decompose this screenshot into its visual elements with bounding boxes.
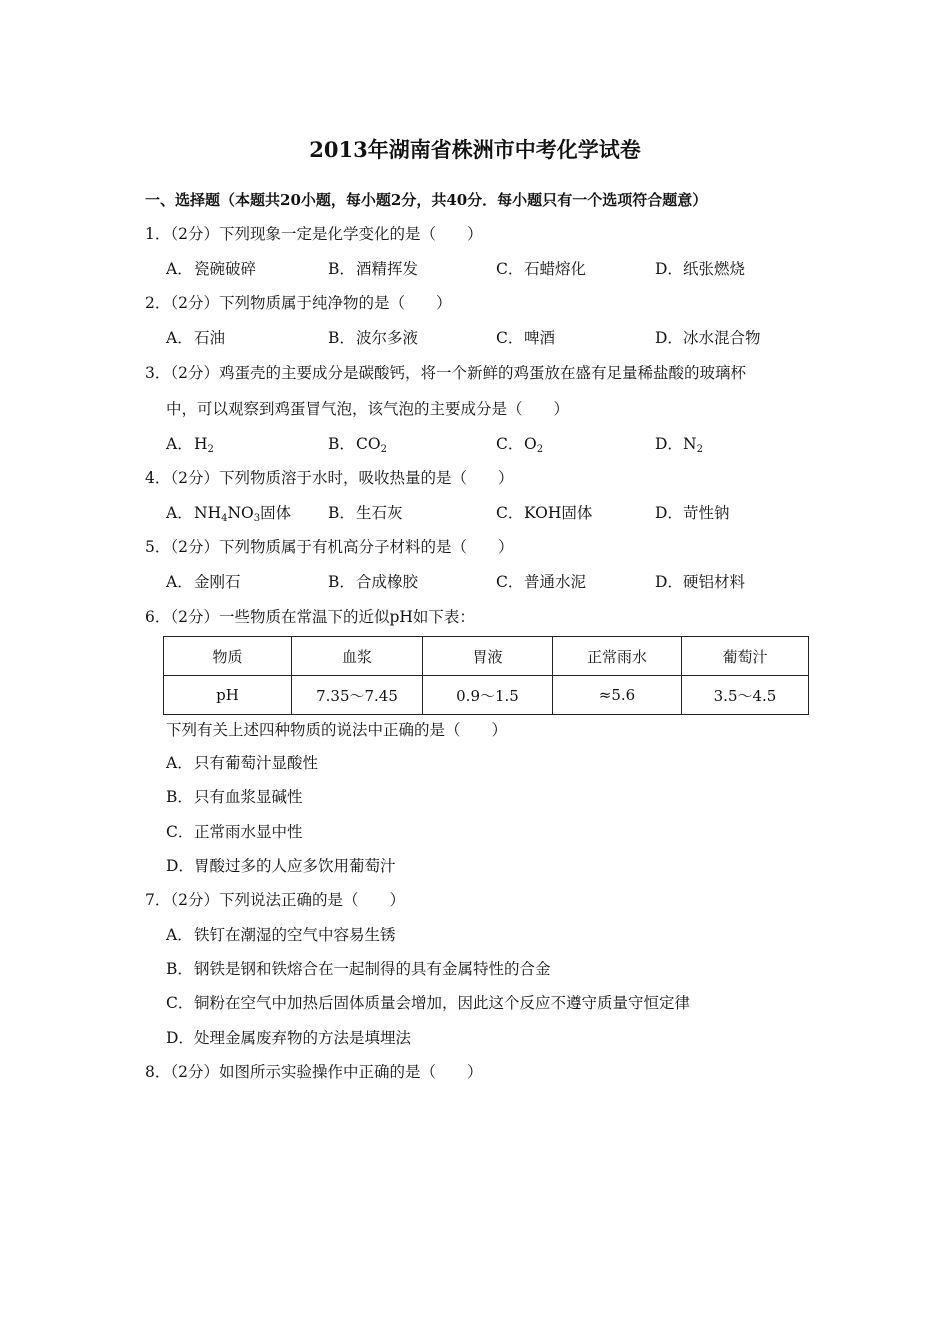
q4-option-c[interactable]: C．KOH固体 (496, 504, 593, 522)
q4-option-a[interactable]: A．$NH_4NO_3$固体 (166, 504, 292, 524)
q5-option-b[interactable]: B．合成橡胶 (328, 573, 419, 591)
q3-option-c[interactable]: C．$O_2$ (496, 435, 544, 455)
q4-option-b[interactable]: B．生石灰 (328, 504, 403, 522)
q4-option-d[interactable]: D．苛性钠 (655, 504, 730, 522)
q5-option-a[interactable]: A．金刚石 (166, 573, 241, 591)
q6-option-c[interactable]: C．正常雨水显中性 (166, 823, 303, 841)
page-title: 2013年湖南省株洲市中考化学试卷 (309, 137, 641, 162)
q7-option-d[interactable]: D．处理金属废弃物的方法是填埋法 (166, 1029, 412, 1047)
q1-option-a[interactable]: A．瓷碗破碎 (166, 260, 257, 278)
table-header-row (164, 637, 809, 676)
q2-option-a[interactable]: A．石油 (166, 329, 226, 347)
table-header-cell: 胃液 (423, 637, 553, 676)
q3-option-a[interactable]: A．$H_2$ (166, 435, 214, 455)
q3-option-b[interactable]: B．$CO_2$ (328, 435, 387, 455)
q3-option-d[interactable]: D．$N_2$ (655, 435, 703, 455)
question-6-stem-2: 下列有关上述四种物质的说法中正确的是（ ） (166, 721, 508, 739)
question-8-stem: 8．（2分）如图所示实验操作中正确的是（ ） (145, 1063, 483, 1081)
table-row (164, 676, 809, 715)
q7-option-a[interactable]: A．铁钉在潮湿的空气中容易生锈 (166, 926, 396, 944)
q5-option-d[interactable]: D．硬铝材料 (655, 573, 746, 591)
question-2-stem: 2．（2分）下列物质属于纯净物的是（ ） (145, 294, 452, 312)
section-heading: 一、选择题（本题共20小题，每小题2分，共40分．每小题只有一个选项符合题意） (145, 191, 708, 209)
q6-option-b[interactable]: B．只有血浆显碱性 (166, 788, 303, 806)
table-cell: 7.35～7.45 (292, 676, 423, 715)
ph-table (163, 636, 809, 715)
table-cell: 3.5～4.5 (682, 676, 809, 715)
table-header-cell: 葡萄汁 (682, 637, 809, 676)
q1-option-d[interactable]: D．纸张燃烧 (655, 260, 746, 278)
table-cell: 0.9～1.5 (423, 676, 553, 715)
question-5-stem: 5．（2分）下列物质属于有机高分子材料的是（ ） (145, 538, 514, 556)
q6-option-a[interactable]: A．只有葡萄汁显酸性 (166, 754, 319, 772)
q7-option-c[interactable]: C．铜粉在空气中加热后固体质量会增加，因此这个反应不遵守质量守恒定律 (166, 994, 691, 1012)
q1-option-c[interactable]: C．石蜡熔化 (496, 260, 587, 278)
q6-option-d[interactable]: D．胃酸过多的人应多饮用葡萄汁 (166, 857, 396, 875)
table-cell: ≈5.6 (553, 676, 682, 715)
question-1-stem: 1．（2分）下列现象一定是化学变化的是（ ） (145, 225, 483, 243)
q5-option-c[interactable]: C．普通水泥 (496, 573, 587, 591)
q1-option-b[interactable]: B．酒精挥发 (328, 260, 419, 278)
q2-option-b[interactable]: B．波尔多液 (328, 329, 419, 347)
question-4-stem: 4．（2分）下列物质溶于水时，吸收热量的是（ ） (145, 469, 514, 487)
question-3-stem-line-1: 3．（2分）鸡蛋壳的主要成分是碳酸钙，将一个新鲜的鸡蛋放在盛有足量稀盐酸的玻璃杯 (145, 364, 746, 382)
table-cell: pH (164, 676, 292, 715)
question-3-stem-line-2: 中，可以观察到鸡蛋冒气泡，该气泡的主要成分是（ ） (166, 400, 570, 418)
q2-option-d[interactable]: D．冰水混合物 (655, 329, 761, 347)
table-header-cell: 正常雨水 (553, 637, 682, 676)
q2-option-c[interactable]: C．啤酒 (496, 329, 556, 347)
q7-option-b[interactable]: B．钢铁是钢和铁熔合在一起制得的具有金属特性的合金 (166, 960, 551, 978)
question-7-stem: 7．（2分）下列说法正确的是（ ） (145, 891, 405, 909)
table-header-cell: 物质 (164, 637, 292, 676)
question-6-stem: 6．（2分）一些物质在常温下的近似pH如下表： (145, 608, 475, 626)
table-header-cell: 血浆 (292, 637, 423, 676)
